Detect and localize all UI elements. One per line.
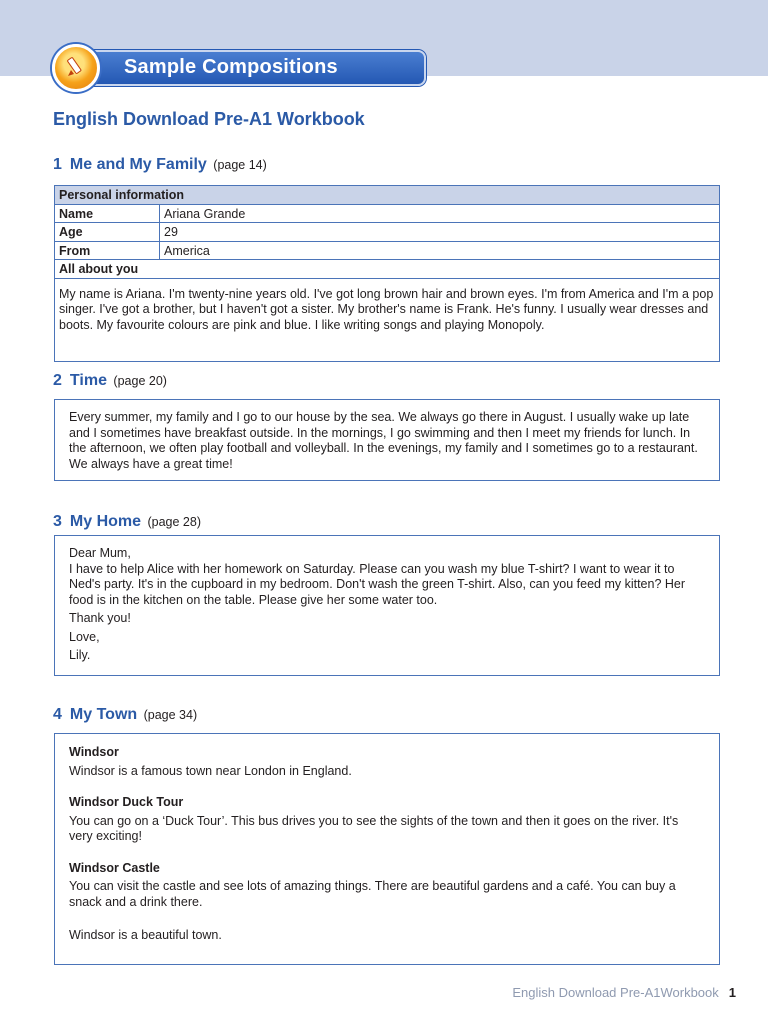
row-label: From [55,242,160,260]
letter-signature: Lily. [69,648,91,662]
table-header: Personal information [59,188,185,202]
row-label: Age [55,223,160,241]
composition-box-home [54,535,720,676]
composition-box-time [54,399,720,481]
document-title: English Download Pre-A1 Workbook [53,109,365,129]
row-value: Ariana Grande [164,206,246,221]
composition-box-town [54,733,720,965]
section-title: My Home [69,513,142,530]
section-title: Me and My Family [69,156,207,173]
footer-text: English Download Pre-A1Workbook [512,985,719,1000]
section-number: 4 [53,706,62,723]
table-row [55,242,719,261]
section-page-ref: (page 20) [113,374,167,388]
block-heading: Windsor [69,745,119,759]
section-page-ref: (page 28) [147,515,201,529]
about-label: All about you [59,262,139,276]
letter-greeting: Dear Mum, [69,546,131,560]
about-text: My name is Ariana. I'm twenty-nine years old. I've got long brown hair and brown eyes. I'm from America and I'm a pop singer. I've got a brother, but I haven't got a sister. My brother's name is Frank. He's funny. I usually wear dresses and boots. My favourite colours are pink and blue. I like writing songs and playing Monopoly. [59,286,714,332]
section-banner [52,44,426,92]
letter-thanks: Thank you! [69,611,131,625]
section-number: 1 [53,156,62,173]
page-footer [512,985,736,1000]
composition-text: Every summer, my family and I go to our house by the sea. We always go there in August. I usually wake up late and I sometimes have breakfast outside. In the mornings, I go swimming and then I meet my friends for lunch. In the afternoon, we often play football and volleyball. In the evenings, my family and I sometimes go to a restaurant. We always have a great time! [69,410,698,471]
section-heading-time [53,372,167,390]
page-number: 1 [728,985,736,1000]
block-text: You can visit the castle and see lots of amazing things. There are beautiful gardens and a café. You can buy a snack and a drink there. [69,879,676,909]
section-title: Time [69,372,107,389]
banner-title: Sample Compositions [124,56,338,78]
section-number: 2 [53,372,62,389]
section-heading-home [53,513,201,531]
table-row [55,223,719,242]
section-number: 3 [53,513,62,530]
section-page-ref: (page 34) [143,708,198,722]
block-heading: Windsor Duck Tour [69,795,184,809]
section-heading-family [53,156,267,174]
letter-closing: Love, [69,629,100,644]
block-text: You can go on a ‘Duck Tour’. This bus drives you to see the sights of the town and then it goes on the river. It's very exciting! [69,813,679,843]
row-label: Name [55,205,160,223]
block-heading: Windsor Castle [69,860,160,875]
section-title: My Town [69,706,138,723]
row-value: America [164,243,210,258]
section-page-ref: (page 14) [213,158,267,172]
section-heading-town [53,706,197,724]
banner-badge [52,44,100,92]
row-value: 29 [164,225,178,239]
table-header-row [55,186,719,205]
block-text: Windsor is a famous town near London in England. [69,763,352,778]
block-text: Windsor is a beautiful town. [69,928,222,942]
table-row [55,205,719,224]
personal-info-table [54,185,720,362]
pencil-icon [63,55,89,81]
table-row [55,260,719,279]
letter-body: I have to help Alice with her homework on Saturday. Please can you wash my blue T-shirt? I want to wear it to Ned's party. It's in the cupboard in my bedroom. Don't wash the green T-shirt. Also, can you feed my kitten? Her food is in the kitchen on the table. Please give her some water too. [69,561,686,607]
